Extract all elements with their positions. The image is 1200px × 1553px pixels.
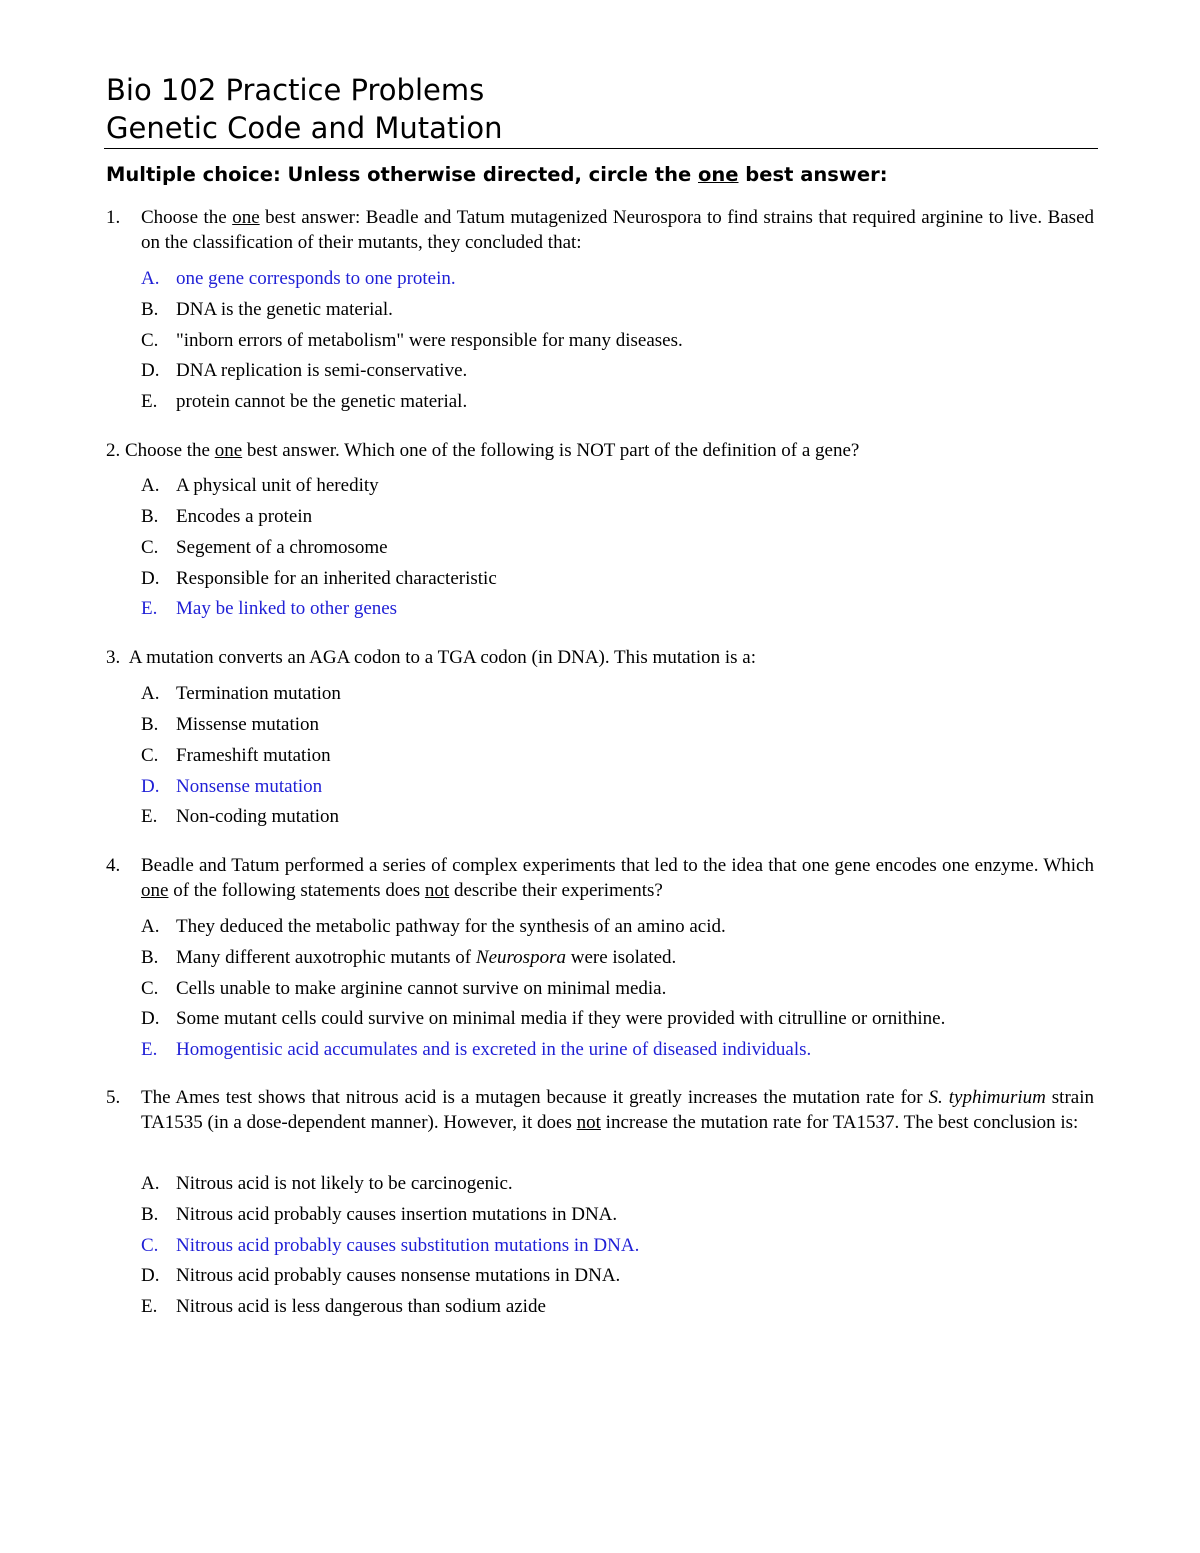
question-number: 2.: [106, 440, 121, 461]
q1-option-a[interactable]: A. one gene corresponds to one protein.: [141, 268, 456, 289]
q1-option-b[interactable]: B. DNA is the genetic material.: [141, 299, 393, 320]
q2-option-b[interactable]: B. Encodes a protein: [141, 506, 313, 527]
question-number: 3.: [106, 647, 121, 668]
question-text: Beadle and Tatum performed a series of complex experiments that led to the idea that one gene encodes one enzyme. Which one of the following statements does not describe their experiments?: [141, 855, 1094, 901]
question-number: 5.: [106, 1087, 121, 1108]
instructions: Multiple choice: Unless otherwise directed, circle the one best answer:: [106, 163, 888, 186]
q4-option-c[interactable]: C. Cells unable to make arginine cannot survive on minimal media.: [141, 978, 667, 999]
q4-option-e[interactable]: E. Homogentisic acid accumulates and is excreted in the urine of diseased individuals.: [141, 1039, 812, 1060]
question-number: 1.: [106, 207, 121, 228]
question-text: Choose the one best answer: Beadle and Tatum mutagenized Neurospora to find strains that required arginine to live. Based on the classification of their mutants, they concluded that:: [141, 207, 1094, 253]
question-text: The Ames test shows that nitrous acid is a mutagen because it greatly increases the mutation rate for S. typhimurium strain TA1535 (in a dose-dependent manner). However, it does not increase the mutation rate for TA1537. The best conclusion is:: [141, 1087, 1094, 1133]
q3-option-a[interactable]: A. Termination mutation: [141, 683, 341, 704]
q5-option-d[interactable]: D. Nitrous acid probably causes nonsense mutations in DNA.: [141, 1265, 621, 1286]
q3-option-d[interactable]: D. Nonsense mutation: [141, 776, 323, 797]
q3-option-b[interactable]: B. Missense mutation: [141, 714, 320, 735]
q2-option-a[interactable]: A. A physical unit of heredity: [141, 475, 379, 496]
q2-option-c[interactable]: C. Segement of a chromosome: [141, 537, 388, 558]
document-subtitle: Genetic Code and Mutation: [106, 111, 503, 145]
q5-option-a[interactable]: A. Nitrous acid is not likely to be carcinogenic.: [141, 1173, 513, 1194]
question-5: [106, 1086, 1094, 1135]
q5-option-c[interactable]: C. Nitrous acid probably causes substitution mutations in DNA.: [141, 1235, 640, 1256]
question-text: 2. Choose the one best answer. Which one of the following is NOT part of the definition of a gene?: [106, 440, 860, 461]
document-title: Bio 102 Practice Problems: [106, 73, 485, 107]
q4-option-b[interactable]: B. Many different auxotrophic mutants of Neurospora were isolated.: [141, 947, 677, 968]
q5-option-e[interactable]: E. Nitrous acid is less dangerous than sodium azide: [141, 1296, 546, 1317]
q4-option-d[interactable]: D. Some mutant cells could survive on minimal media if they were provided with citrulline or ornithine.: [141, 1008, 946, 1029]
q2-option-d[interactable]: D. Responsible for an inherited characteristic: [141, 568, 497, 589]
q5-option-b[interactable]: B. Nitrous acid probably causes insertion mutations in DNA.: [141, 1204, 618, 1225]
question-number: 4.: [106, 855, 121, 876]
question-4: [106, 854, 1094, 903]
q1-option-c[interactable]: C. "inborn errors of metabolism" were responsible for many diseases.: [141, 330, 683, 351]
question-1: [106, 206, 1094, 255]
question-3: [106, 646, 1094, 671]
q3-option-e[interactable]: E. Non-coding mutation: [141, 806, 340, 827]
q4-option-a[interactable]: A. They deduced the metabolic pathway for the synthesis of an amino acid.: [141, 916, 726, 937]
q2-option-e[interactable]: E. May be linked to other genes: [141, 598, 398, 619]
q1-option-e[interactable]: E. protein cannot be the genetic material.: [141, 391, 468, 412]
title-divider: [104, 148, 1098, 149]
q3-option-c[interactable]: C. Frameshift mutation: [141, 745, 331, 766]
question-text: 3. A mutation converts an AGA codon to a TGA codon (in DNA). This mutation is a:: [106, 647, 756, 668]
question-2: [106, 439, 1094, 464]
q1-option-d[interactable]: D. DNA replication is semi-conservative.: [141, 360, 468, 381]
